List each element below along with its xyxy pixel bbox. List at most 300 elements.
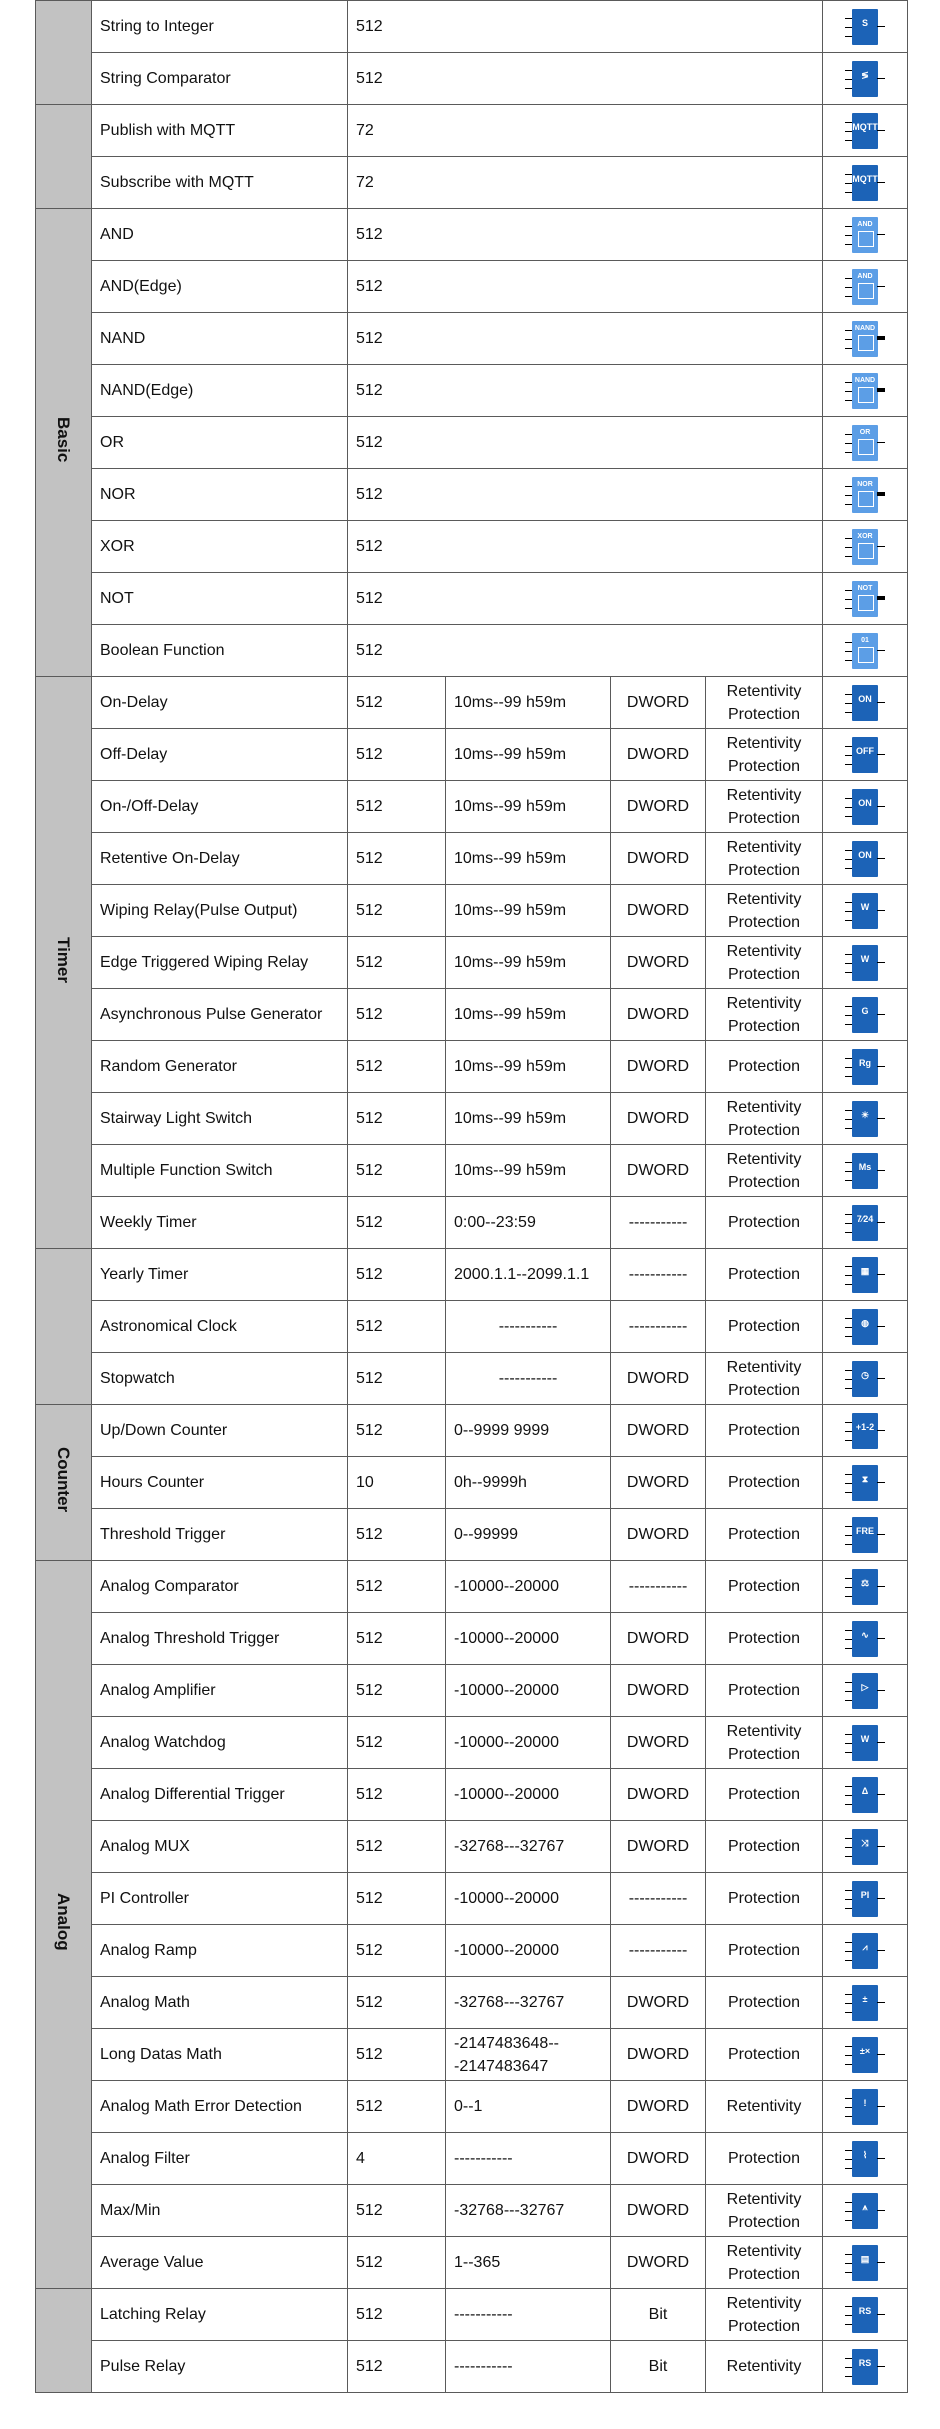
boolean-function-icon [849,630,881,672]
block-name: Analog Ramp [92,1925,348,1977]
analog-mux-icon [849,1826,881,1868]
block-icon-cell [823,885,908,937]
block-quantity: 512 [348,989,446,1041]
block-data-type: DWORD [611,1353,706,1405]
icon-glyph: MQTT [852,173,878,184]
icon-glyph: Ms [858,1161,872,1172]
block-property: Protection [706,1457,823,1509]
block-icon-cell [823,1613,908,1665]
block-quantity: 512 [348,209,823,261]
block-property: Protection [706,1977,823,2029]
block-range: 0h--9999h [446,1457,611,1509]
icon-glyph: OFF [856,745,875,756]
category-label: Basic [54,416,73,463]
table-row [36,313,908,365]
block-range: 10ms--99 h59m [446,677,611,729]
block-property: Retentivity Protection [706,833,823,885]
block-icon-cell [823,1717,908,1769]
block-property: Protection [706,1197,823,1249]
category-cell [36,1405,92,1561]
block-quantity: 512 [348,625,823,677]
block-icon-cell [823,1925,908,1977]
table-row [36,261,908,313]
block-data-type: DWORD [611,2029,706,2081]
block-name: Analog Amplifier [92,1665,348,1717]
or-gate-icon [849,422,881,464]
block-name: Hours Counter [92,1457,348,1509]
block-range: ----------- [446,2289,611,2341]
pulse-relay-icon [849,2346,881,2388]
block-range: 0--1 [446,2081,611,2133]
block-name: Pulse Relay [92,2341,348,2393]
block-quantity: 512 [348,365,823,417]
block-data-type: ----------- [611,1873,706,1925]
block-property: Protection [706,1873,823,1925]
table-row [36,2341,908,2393]
block-data-type: DWORD [611,1093,706,1145]
block-range: 10ms--99 h59m [446,1041,611,1093]
block-quantity: 512 [348,1613,446,1665]
analog-ramp-icon [849,1930,881,1972]
table-row [36,1353,908,1405]
icon-glyph: ⌇ [862,2149,868,2160]
block-range: 0--99999 [446,1509,611,1561]
icon-glyph: +1-2 [855,1421,875,1432]
block-icon-cell [823,1821,908,1873]
block-icon-cell [823,2237,908,2289]
block-quantity: 512 [348,2081,446,2133]
category-label: Counter [54,1446,73,1513]
block-quantity: 512 [348,677,446,729]
block-quantity: 512 [348,261,823,313]
block-icon-cell [823,729,908,781]
block-property: Retentivity [706,2081,823,2133]
block-data-type: ----------- [611,1561,706,1613]
average-value-icon [849,2242,881,2284]
table-row [36,1197,908,1249]
block-name: Analog Math Error Detection [92,2081,348,2133]
block-property: Protection [706,1405,823,1457]
block-property: Retentivity Protection [706,1717,823,1769]
icon-glyph: ± [862,1993,868,2004]
block-range: -10000--20000 [446,1665,611,1717]
block-range: ----------- [446,1301,611,1353]
block-range: ----------- [446,2341,611,2393]
block-name: Boolean Function [92,625,348,677]
block-name: String to Integer [92,1,348,53]
block-quantity: 512 [348,521,823,573]
block-property: Protection [706,1301,823,1353]
category-cell [36,677,92,1249]
icon-glyph: ◷ [861,1369,869,1380]
icon-glyph: ∿ [861,1629,869,1640]
block-name: XOR [92,521,348,573]
block-name: AND [92,209,348,261]
block-icon-cell [823,469,908,521]
category-label: Analog [54,1892,73,1951]
block-property: Protection [706,1249,823,1301]
block-name: Analog Differential Trigger [92,1769,348,1821]
block-quantity: 512 [348,833,446,885]
block-name: Latching Relay [92,2289,348,2341]
block-data-type: DWORD [611,781,706,833]
block-data-type: DWORD [611,1145,706,1197]
category-cell [36,1,92,105]
icon-glyph: NOT [857,584,873,592]
table-row [36,885,908,937]
table-row [36,1041,908,1093]
icon-glyph: RS [858,2305,872,2316]
analog-filter-icon [849,2138,881,2180]
icon-glyph: 7⁄24 [856,1213,874,1224]
block-property: Retentivity Protection [706,677,823,729]
table-row [36,1821,908,1873]
block-quantity: 10 [348,1457,446,1509]
block-icon-cell [823,1,908,53]
block-range: 1--365 [446,2237,611,2289]
block-data-type: DWORD [611,677,706,729]
block-icon-cell [823,989,908,1041]
icon-glyph: ON [858,797,872,808]
table-row [36,2237,908,2289]
block-quantity: 512 [348,1,823,53]
block-data-type: DWORD [611,885,706,937]
block-range: 0:00--23:59 [446,1197,611,1249]
table-row [36,1873,908,1925]
hours-counter-icon [849,1462,881,1504]
block-property: Protection [706,1509,823,1561]
block-quantity: 512 [348,1301,446,1353]
block-name: Threshold Trigger [92,1509,348,1561]
table-row [36,2289,908,2341]
block-data-type: DWORD [611,1977,706,2029]
block-icon-cell [823,417,908,469]
table-row [36,157,908,209]
block-property: Protection [706,2133,823,2185]
icon-glyph: ⚖ [860,1577,870,1588]
block-quantity: 512 [348,1769,446,1821]
block-data-type: DWORD [611,833,706,885]
block-icon-cell [823,573,908,625]
block-quantity: 512 [348,1873,446,1925]
block-range: ----------- [446,1353,611,1405]
table-row [36,2133,908,2185]
pulse-generator-icon [849,994,881,1036]
block-quantity: 512 [348,469,823,521]
block-quantity: 512 [348,573,823,625]
and-gate-icon [849,214,881,256]
icon-glyph: ▤ [860,2253,870,2264]
mqtt-subscribe-icon [849,162,881,204]
block-name: PI Controller [92,1873,348,1925]
block-property: Retentivity Protection [706,2185,823,2237]
block-range: -10000--20000 [446,1873,611,1925]
block-quantity: 512 [348,729,446,781]
block-icon-cell [823,1457,908,1509]
block-quantity: 512 [348,2341,446,2393]
table-row [36,1561,908,1613]
block-name: NOR [92,469,348,521]
mqtt-publish-icon [849,110,881,152]
block-data-type: Bit [611,2341,706,2393]
icon-glyph: S [862,17,869,28]
block-property: Retentivity Protection [706,2237,823,2289]
category-cell [36,105,92,209]
long-data-math-icon [849,2034,881,2076]
table-row [36,469,908,521]
table-row [36,1145,908,1197]
block-icon-cell [823,53,908,105]
icon-glyph: NOR [857,480,873,488]
block-name: Analog Watchdog [92,1717,348,1769]
block-name: Weekly Timer [92,1197,348,1249]
block-name: Random Generator [92,1041,348,1093]
block-icon-cell [823,157,908,209]
stairway-light-icon [849,1098,881,1140]
icon-glyph: ⩘ [862,1941,868,1952]
block-range: -32768---32767 [446,2185,611,2237]
block-property: Retentivity Protection [706,937,823,989]
table-row [36,1613,908,1665]
retentive-on-delay-icon [849,838,881,880]
block-icon-cell [823,625,908,677]
table-row [36,1509,908,1561]
block-data-type: DWORD [611,2237,706,2289]
block-icon-cell [823,365,908,417]
table-row [36,105,908,157]
table-row [36,1769,908,1821]
nand-gate-icon [849,318,881,360]
math-error-detection-icon [849,2086,881,2128]
table-row [36,729,908,781]
block-range: 10ms--99 h59m [446,1145,611,1197]
block-property: Protection [706,1665,823,1717]
table-row [36,833,908,885]
icon-glyph: ±× [859,2045,871,2056]
block-property: Retentivity Protection [706,2289,823,2341]
block-quantity: 512 [348,53,823,105]
block-name: Stopwatch [92,1353,348,1405]
table-row [36,677,908,729]
block-name: Up/Down Counter [92,1405,348,1457]
block-icon-cell [823,105,908,157]
analog-watchdog-icon [849,1722,881,1764]
block-quantity: 512 [348,937,446,989]
string-comparator-icon [849,58,881,100]
icon-glyph: ⤨ [861,1837,869,1848]
block-name: Max/Min [92,2185,348,2237]
block-icon-cell [823,2029,908,2081]
block-name: Wiping Relay(Pulse Output) [92,885,348,937]
icon-glyph: W [860,901,870,912]
block-range: 10ms--99 h59m [446,833,611,885]
block-property: Protection [706,1925,823,1977]
block-data-type: ----------- [611,1925,706,1977]
block-property: Protection [706,1821,823,1873]
block-icon-cell [823,1665,908,1717]
block-data-type: DWORD [611,2185,706,2237]
on-off-delay-icon [849,786,881,828]
icon-glyph: NAND [854,324,876,332]
block-property: Protection [706,2029,823,2081]
block-data-type: DWORD [611,1717,706,1769]
weekly-timer-icon [849,1202,881,1244]
table-row [36,2081,908,2133]
block-icon-cell [823,2341,908,2393]
block-range: 10ms--99 h59m [446,781,611,833]
table-row [36,1717,908,1769]
block-quantity: 512 [348,1197,446,1249]
block-icon-cell [823,1249,908,1301]
table-row [36,2029,908,2081]
block-property: Retentivity Protection [706,1145,823,1197]
icon-glyph: W [860,1733,870,1744]
block-property: Retentivity Protection [706,989,823,1041]
table-row [36,781,908,833]
block-icon-cell [823,261,908,313]
block-range: 10ms--99 h59m [446,1093,611,1145]
category-cell [36,1249,92,1405]
block-name: AND(Edge) [92,261,348,313]
block-property: Retentivity Protection [706,781,823,833]
block-property: Protection [706,1561,823,1613]
icon-glyph: ▦ [860,1265,870,1276]
block-name: Analog Math [92,1977,348,2029]
icon-glyph: RS [858,2357,872,2368]
block-name: Analog MUX [92,1821,348,1873]
block-data-type: DWORD [611,1769,706,1821]
up-down-counter-icon [849,1410,881,1452]
block-quantity: 512 [348,1093,446,1145]
icon-glyph: PI [860,1889,870,1900]
block-data-type: DWORD [611,989,706,1041]
block-data-type: ----------- [611,1301,706,1353]
table-row [36,1,908,53]
block-quantity: 512 [348,1353,446,1405]
block-name: Stairway Light Switch [92,1093,348,1145]
block-property: Retentivity Protection [706,1093,823,1145]
block-data-type: DWORD [611,1509,706,1561]
block-range: -2147483648---2147483647 [446,2029,611,2081]
block-name: Retentive On-Delay [92,833,348,885]
block-range: -10000--20000 [446,1561,611,1613]
block-range: 10ms--99 h59m [446,937,611,989]
block-range: ----------- [446,2133,611,2185]
block-quantity: 4 [348,2133,446,2185]
block-property: Retentivity Protection [706,729,823,781]
block-quantity: 512 [348,1925,446,1977]
icon-glyph: ⧗ [861,1473,869,1484]
block-property: Protection [706,1769,823,1821]
block-data-type: DWORD [611,2081,706,2133]
block-name: Analog Filter [92,2133,348,2185]
block-data-type: DWORD [611,1613,706,1665]
block-quantity: 512 [348,2185,446,2237]
block-quantity: 512 [348,1509,446,1561]
block-quantity: 72 [348,157,823,209]
wiping-relay-icon [849,890,881,932]
block-icon-cell [823,1873,908,1925]
on-delay-icon [849,682,881,724]
category-label: Timer [54,936,73,983]
table-row [36,989,908,1041]
block-quantity: 512 [348,417,823,469]
block-range: 0--9999 9999 [446,1405,611,1457]
block-quantity: 512 [348,2029,446,2081]
block-icon-cell [823,313,908,365]
table-row [36,1405,908,1457]
block-range: 10ms--99 h59m [446,729,611,781]
block-data-type: DWORD [611,1405,706,1457]
block-range: -10000--20000 [446,1613,611,1665]
threshold-trigger-icon [849,1514,881,1556]
icon-glyph: G [861,1005,869,1016]
block-quantity: 512 [348,1665,446,1717]
block-icon-cell [823,1977,908,2029]
block-data-type: DWORD [611,937,706,989]
block-range: -10000--20000 [446,1717,611,1769]
block-icon-cell [823,677,908,729]
block-name: String Comparator [92,53,348,105]
block-property: Retentivity Protection [706,885,823,937]
block-name: Edge Triggered Wiping Relay [92,937,348,989]
block-range: -10000--20000 [446,1925,611,1977]
category-cell [36,209,92,677]
block-data-type: Bit [611,2289,706,2341]
block-icon-cell [823,1405,908,1457]
nor-gate-icon [849,474,881,516]
block-property: Retentivity [706,2341,823,2393]
table-row [36,417,908,469]
analog-differential-trigger-icon [849,1774,881,1816]
table-row [36,1301,908,1353]
block-data-type: DWORD [611,2133,706,2185]
nand-edge-gate-icon [849,370,881,412]
block-property: Protection [706,1041,823,1093]
astronomical-clock-icon [849,1306,881,1348]
block-quantity: 512 [348,1249,446,1301]
block-name: Publish with MQTT [92,105,348,157]
block-icon-cell [823,2185,908,2237]
block-name: Analog Comparator [92,1561,348,1613]
block-name: NAND [92,313,348,365]
block-data-type: DWORD [611,1665,706,1717]
pi-controller-icon [849,1878,881,1920]
block-name: NAND(Edge) [92,365,348,417]
block-quantity: 512 [348,781,446,833]
block-name: OR [92,417,348,469]
yearly-timer-icon [849,1254,881,1296]
table-row [36,521,908,573]
block-quantity: 512 [348,1717,446,1769]
latching-relay-icon [849,2294,881,2336]
string-to-integer-icon [849,6,881,48]
block-quantity: 512 [348,885,446,937]
block-icon-cell [823,1145,908,1197]
block-range: -32768---32767 [446,1977,611,2029]
max-min-icon [849,2190,881,2232]
block-icon-cell [823,1093,908,1145]
edge-wiping-relay-icon [849,942,881,984]
table-row [36,1457,908,1509]
and-edge-gate-icon [849,266,881,308]
off-delay-icon [849,734,881,776]
icon-glyph: ▷ [861,1681,869,1692]
block-name: Multiple Function Switch [92,1145,348,1197]
icon-glyph: ⩚ [862,2201,868,2212]
block-quantity: 512 [348,2237,446,2289]
block-name: NOT [92,573,348,625]
